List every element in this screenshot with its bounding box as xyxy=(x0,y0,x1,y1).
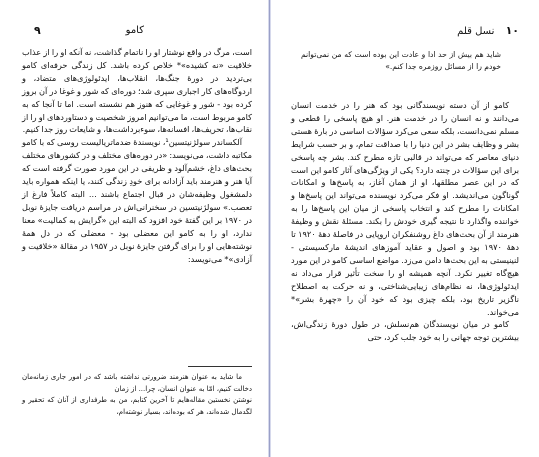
epigraph: شاید هم بیش از حد ادا و عادت این بوده است که من نمی‌توانم خودم را از مسائل روزمره جدا کنم.» xyxy=(301,50,501,71)
left-footnotes xyxy=(22,372,252,419)
footnote-line: نوشتن نخستین مقاله‌هایم تا آخرین کتابم، من به طرفداری از آنان که تحقیر و لگدمال شده‌اند، هر که بوده‌اند، بسیار نوشته‌ام، xyxy=(22,396,252,417)
left-page-number: ۹ xyxy=(34,24,41,37)
paragraph: کامو در میان نویسندگان هم‌نسلش، در طول دورهٔ زندگی‌اش، بیشترین توجه جهانی را به خود جلب کرد، حتی xyxy=(291,319,519,343)
right-page xyxy=(271,0,539,457)
left-page xyxy=(0,0,268,457)
footnote-line: ما شاید به عنوان هنرمند ضرورتی نداشته باشد که در امور جاری زمانه‌مان دخالت کنیم، امّا به عنوان انسان، چرا... از زمان xyxy=(22,373,252,393)
paragraph: آلکساندر سولژنیتسین¹، نویسندهٔ ضدماتریالیست روسی که با کامو مکاتبه داشت، می‌نویسد: «در دوره‌های مختلف و در کشورهای مختلف بحث‌های داغ، خشم‌آلود و ظریفی در این مورد صورت گرفته است که آیا هنر و هنرمند باید آزادانه برای خودِ زندگی کنند، یا اینکه همواره باید دلمشغول وظیفه‌شان در قبال اجتماع باشند ... البته کاملاً فارغ از تعصب.» سولژنیتسین در سخنرانی‌اش در مراسم دریافت جایزهٔ نوبل در ۱۹۷۰ بر این گفتهٔ خود افزود که البته این «گرایش به کمالیت» معنا ندارد، او را به کامو این معضلی بود - معضلی که در دل همهٔ نوشته‌هایی او را برای گرفتن جایزهٔ نوبل در ۱۹۵۷ در مقالهٔ «خلاقیت و آزادی»* می‌نویسد: xyxy=(22,137,253,264)
left-running-title: کامو xyxy=(125,25,144,36)
right-body-text xyxy=(291,99,519,344)
right-page-header xyxy=(457,25,519,38)
paragraph: است، مرگ در واقع نوشتار او را ناتمام گذاشت، نه آنکه او را از عذاب خلاقیت «نه کشیده»* خلاص کرده باشد. کل زندگی حرفه‌ای کامو بی‌تردید در دورهٔ جنگ‌ها، انقلاب‌ها، ایدئولوژی‌های متضاد، و اردوگاه‌های کار اجباری سپری شد؛ دوره‌ای که شور و غوغا در آن بروز کرده بود - شور و غوغایی که هنوز هم نشسته است. اما تا آنجا که به کامو مربوط است، ما می‌توانیم امروز شخصیت و دستاوردهای او را از نقاب‌ها، تحریف‌ها، افسانه‌ها، سوءبرداشت‌ها، و شایعات روز جدا کنیم. xyxy=(22,47,252,135)
footnote-rule xyxy=(188,366,252,367)
paragraph: کامو از آن دسته نویسندگانی بود که هنر را در خدمت انسان می‌دانند و نه انسان را در خدمت هنر. او هیچ پاسخی را قطعی و مسلم نمی‌دانست، بلکه سعی می‌کرد سؤالات اساسی در بارهٔ هستی بشر و وظایف بشر در این دنیا را با صداقت تمام، و بر حسب شرایط دنیای معاصر که می‌تواند در قالبی تازه مطرح کند. بشر چه پاسخی برای این سؤالات در چنته دارد؟ یکی از ویژگی‌های آثار کامو این است که در این عصر مطلقها، او از همان آغاز، به پاسخ‌ها و امکانات گوناگون می‌اندیشد. او فکر می‌کرد نویسنده می‌تواند این پاسخ‌ها و امکانات را مطرح کند و انتخاب پاسخی از میان این پاسخ‌ها را به خواننده واگذارد تا نتیجه گیری خودش را بکند. مسئلهٔ نقش و وظیفهٔ هنرمند از آن بحث‌های داغ روشنفکران اروپایی در فاصلهٔ دههٔ ۱۹۲۰ تا دههٔ ۱۹۷۰ بود و اصول و عقاید آموزهای اندیشهٔ مارکسیستی - لنینیستی به این بحث‌ها دامن می‌زد. مواضع اساسی کامو در این مورد هیچ‌گاه تغییر نکرد. آنچه همیشه او را سخت تأثیر قرار می‌داد نه ایدئولوژی‌ها، نه نظام‌های زیبایی‌شناختی، و نه حرکت به اصطلاح ناگزیر تاریخ بود، بلکه چیزی بود که خود آن را «چهرهٔ بشر»* می‌خواند. xyxy=(291,100,519,317)
right-page-number: ۱۰ xyxy=(505,24,519,37)
right-running-title: نسل قلم xyxy=(457,26,495,37)
left-body-text xyxy=(22,46,252,265)
